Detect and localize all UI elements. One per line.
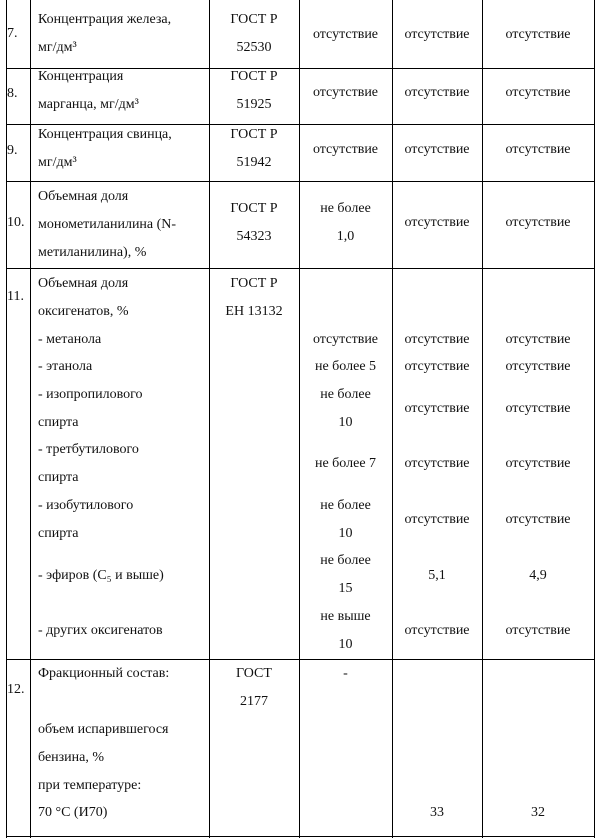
row-9-method-line2: 51942 xyxy=(236,155,272,170)
oxygenate-isopropyl-label: - изопропилового xyxy=(38,387,143,402)
oxygenate-other-norm-line2: 10 xyxy=(338,637,353,652)
oxygenate-isobutyl-label: - изобутилового xyxy=(38,498,134,513)
oxygenate-ethers-norm-line1: не более xyxy=(320,553,371,568)
row-8-name-line1: Концентрация xyxy=(38,69,124,84)
row-12-method-line1: ГОСТ xyxy=(236,666,272,681)
oxygenate-ethanol-label: - этанола xyxy=(38,359,93,374)
oxygenate-ethanol-sample1: отсутствие xyxy=(404,359,470,374)
row-10-method-line2: 54323 xyxy=(236,229,272,244)
oxygenate-isobutyl-sample1: отсутствие xyxy=(404,512,470,527)
row-10-name-line1: Объемная доля xyxy=(38,189,129,204)
oxygenate-isobutyl-norm-line1: не более xyxy=(320,498,371,513)
oxygenate-ethers-label: - эфиров (С₅ и выше) xyxy=(38,568,164,583)
oxygenate-methanol-label: - метанола xyxy=(38,332,102,347)
row-12-sample1: 33 xyxy=(430,805,444,820)
row-7-sample2: отсутствие xyxy=(505,27,571,42)
row-7-name-line1: Концентрация железа, xyxy=(38,12,172,27)
oxygenate-ethanol-sample2: отсутствие xyxy=(505,359,571,374)
row-12-method-line2: 2177 xyxy=(240,694,268,709)
oxygenate-ethanol-norm: не более 5 xyxy=(314,359,377,374)
row-12-name-line4: при температуре: xyxy=(38,778,142,793)
row-12-norm: - xyxy=(343,666,348,681)
row-12-name-line2: объем испарившегося xyxy=(38,722,169,737)
oxygenate-isopropyl-label2: спирта xyxy=(38,415,79,430)
oxygenate-tertbutyl-norm: не более 7 xyxy=(314,456,377,471)
row-9-name-line1: Концентрация свинца, xyxy=(38,127,172,142)
oxygenate-other-sample2: отсутствие xyxy=(505,623,571,638)
oxygenate-isobutyl-label2: спирта xyxy=(38,526,79,541)
row-10-name-line3: метиланилина), % xyxy=(38,245,147,260)
oxygenate-tertbutyl-sample1: отсутствие xyxy=(404,456,470,471)
row-10-name-line2: монометиланилина (N- xyxy=(38,217,177,232)
row-11-method-line1: ГОСТ Р xyxy=(230,276,278,291)
oxygenate-isopropyl-norm-line2: 10 xyxy=(338,415,353,430)
row-10-method-line1: ГОСТ Р xyxy=(230,201,278,216)
row-10-norm-line2: 1,0 xyxy=(336,229,355,244)
row-7-method-line1: ГОСТ Р xyxy=(230,12,278,27)
row-7-sample1: отсутствие xyxy=(404,27,470,42)
row-12-sample2: 32 xyxy=(531,805,545,820)
oxygenate-other-norm-line1: не выше xyxy=(320,609,371,624)
oxygenate-isobutyl-sample2: отсутствие xyxy=(505,512,571,527)
oxygenate-isobutyl-norm-line2: 10 xyxy=(338,526,353,541)
row-8-number: 8. xyxy=(7,86,18,101)
row-12-name-line5: 70 °С (И70) xyxy=(38,805,108,820)
oxygenate-isopropyl-sample2: отсутствие xyxy=(505,401,571,416)
oxygenate-tertbutyl-sample2: отсутствие xyxy=(505,456,571,471)
row-9-method-line1: ГОСТ Р xyxy=(230,127,278,142)
row-9-norm: отсутствие xyxy=(312,142,379,157)
row-10-number: 10. xyxy=(7,215,25,230)
oxygenate-ethers-norm-line2: 15 xyxy=(338,581,353,596)
row-10-sample2: отсутствие xyxy=(505,215,571,230)
row-10-sample1: отсутствие xyxy=(404,215,470,230)
row-12-name-line1: Фракционный состав: xyxy=(38,666,170,681)
row-11-name-line2: оксигенатов, % xyxy=(38,304,129,319)
oxygenate-isopropyl-sample1: отсутствие xyxy=(404,401,470,416)
row-8-sample2: отсутствие xyxy=(505,85,571,100)
oxygenate-other-sample1: отсутствие xyxy=(404,623,470,638)
oxygenate-tertbutyl-label: - третбутилового xyxy=(38,442,139,457)
row-8-sample1: отсутствие xyxy=(404,85,470,100)
oxygenate-methanol-norm: отсутствие xyxy=(312,332,379,347)
row-10-norm-line1: не более xyxy=(320,201,371,216)
row-8-method-line2: 51925 xyxy=(236,97,272,112)
row-8-name-line2: марганца, мг/дм³ xyxy=(38,97,139,112)
row-8-norm: отсутствие xyxy=(312,85,379,100)
oxygenate-tertbutyl-label2: спирта xyxy=(38,470,79,485)
oxygenate-ethers-sample2: 4,9 xyxy=(529,568,547,583)
row-9-number: 9. xyxy=(7,143,18,158)
row-7-norm: отсутствие xyxy=(312,27,379,42)
row-7-method-line2: 52530 xyxy=(236,40,272,55)
oxygenate-methanol-sample2: отсутствие xyxy=(505,332,571,347)
oxygenate-other-label: - других оксигенатов xyxy=(38,623,163,638)
row-7-name-line2: мг/дм³ xyxy=(38,40,77,55)
row-9-name-line2: мг/дм³ xyxy=(38,155,77,170)
row-9-sample2: отсутствие xyxy=(505,142,571,157)
row-11-number: 11. xyxy=(7,289,24,304)
row-12-name-line3: бензина, % xyxy=(38,750,105,765)
oxygenate-isopropyl-norm-line1: не более xyxy=(320,387,371,402)
row-11-name-line1: Объемная доля xyxy=(38,276,129,291)
oxygenate-ethers-sample1: 5,1 xyxy=(428,568,446,583)
row-11-method-line2: ЕН 13132 xyxy=(225,304,283,319)
row-12-number: 12. xyxy=(7,682,25,697)
oxygenate-methanol-sample1: отсутствие xyxy=(404,332,470,347)
row-8-method-line1: ГОСТ Р xyxy=(230,69,278,84)
row-9-sample1: отсутствие xyxy=(404,142,470,157)
row-7-number: 7. xyxy=(7,26,18,41)
